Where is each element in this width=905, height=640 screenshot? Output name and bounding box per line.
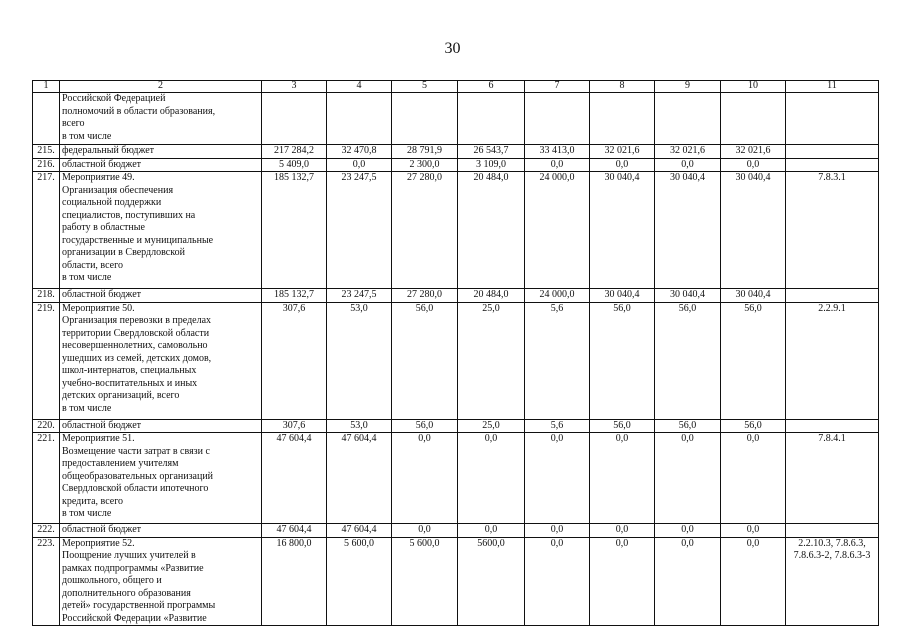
row-number <box>33 93 60 145</box>
target-code <box>786 93 879 145</box>
row-number: 222. <box>33 524 60 538</box>
budget-value: 47 604,4 <box>262 433 327 524</box>
budget-table <box>32 80 879 626</box>
budget-value: 53,0 <box>327 419 392 433</box>
column-header: 4 <box>327 81 392 93</box>
budget-value: 0,0 <box>655 433 721 524</box>
budget-value: 0,0 <box>721 537 786 626</box>
table-header-row <box>33 81 879 93</box>
row-description: Мероприятие 52. Поощрение лучших учителей в рамках подпрограммы «Развитие дошкольного, общего и дополнительного образования детей» государственной программы Российской Федерации «Развитие <box>60 537 262 626</box>
target-code <box>786 145 879 159</box>
budget-value: 5 600,0 <box>327 537 392 626</box>
budget-value: 53,0 <box>327 302 392 419</box>
budget-value: 24 000,0 <box>525 172 590 289</box>
budget-value: 33 413,0 <box>525 145 590 159</box>
column-header: 8 <box>590 81 655 93</box>
column-header: 11 <box>786 81 879 93</box>
budget-value: 0,0 <box>525 537 590 626</box>
budget-value: 56,0 <box>721 302 786 419</box>
budget-value: 0,0 <box>392 433 458 524</box>
row-number: 220. <box>33 419 60 433</box>
budget-value: 307,6 <box>262 419 327 433</box>
budget-value <box>327 93 392 145</box>
target-code <box>786 158 879 172</box>
row-number: 218. <box>33 289 60 303</box>
budget-value: 32 021,6 <box>590 145 655 159</box>
budget-value <box>262 93 327 145</box>
column-header: 7 <box>525 81 590 93</box>
budget-value: 0,0 <box>655 524 721 538</box>
budget-value: 32 470,8 <box>327 145 392 159</box>
budget-value: 0,0 <box>721 524 786 538</box>
budget-value <box>721 93 786 145</box>
row-description: областной бюджет <box>60 419 262 433</box>
target-code <box>786 524 879 538</box>
column-header: 2 <box>60 81 262 93</box>
column-header: 5 <box>392 81 458 93</box>
row-number: 216. <box>33 158 60 172</box>
budget-value: 217 284,2 <box>262 145 327 159</box>
row-number: 221. <box>33 433 60 524</box>
budget-value: 32 021,6 <box>655 145 721 159</box>
table-row <box>33 93 879 145</box>
budget-value: 2 300,0 <box>392 158 458 172</box>
budget-value <box>392 93 458 145</box>
row-number: 219. <box>33 302 60 419</box>
target-code: 2.2.10.3, 7.8.6.3, 7.8.6.3-2, 7.8.6.3-3 <box>786 537 879 626</box>
budget-value <box>458 93 525 145</box>
budget-value: 23 247,5 <box>327 289 392 303</box>
budget-value: 0,0 <box>590 433 655 524</box>
budget-value: 0,0 <box>655 537 721 626</box>
budget-value: 47 604,4 <box>327 524 392 538</box>
budget-value: 56,0 <box>392 419 458 433</box>
column-header: 6 <box>458 81 525 93</box>
target-code <box>786 419 879 433</box>
budget-value: 30 040,4 <box>655 172 721 289</box>
table-row <box>33 433 879 524</box>
budget-value: 23 247,5 <box>327 172 392 289</box>
budget-value: 47 604,4 <box>327 433 392 524</box>
budget-value: 56,0 <box>721 419 786 433</box>
budget-value: 56,0 <box>655 419 721 433</box>
budget-value: 0,0 <box>458 524 525 538</box>
row-description: областной бюджет <box>60 158 262 172</box>
row-number: 217. <box>33 172 60 289</box>
budget-value: 0,0 <box>721 158 786 172</box>
budget-value: 0,0 <box>590 537 655 626</box>
row-description: Мероприятие 51. Возмещение части затрат в связи с предоставлением учителям общеобразовательных организаций Свердловской области ипотечного кредита, всего в том числе <box>60 433 262 524</box>
budget-value: 0,0 <box>590 524 655 538</box>
page-number: 30 <box>444 40 461 57</box>
budget-value: 0,0 <box>721 433 786 524</box>
column-header: 10 <box>721 81 786 93</box>
budget-value: 56,0 <box>392 302 458 419</box>
row-description: областной бюджет <box>60 289 262 303</box>
budget-value: 26 543,7 <box>458 145 525 159</box>
budget-value: 47 604,4 <box>262 524 327 538</box>
budget-value <box>525 93 590 145</box>
row-description: Российской Федерацией полномочий в области образования, всего в том числе <box>60 93 262 145</box>
target-code: 2.2.9.1 <box>786 302 879 419</box>
budget-value: 20 484,0 <box>458 289 525 303</box>
table-row <box>33 302 879 419</box>
budget-value: 56,0 <box>655 302 721 419</box>
budget-value: 3 109,0 <box>458 158 525 172</box>
budget-value: 5600,0 <box>458 537 525 626</box>
budget-value: 185 132,7 <box>262 172 327 289</box>
table-row <box>33 289 879 303</box>
budget-value: 5,6 <box>525 419 590 433</box>
budget-value: 20 484,0 <box>458 172 525 289</box>
budget-value: 0,0 <box>392 524 458 538</box>
budget-value: 5,6 <box>525 302 590 419</box>
table-row <box>33 145 879 159</box>
budget-value: 56,0 <box>590 419 655 433</box>
row-description: Мероприятие 49. Организация обеспечения социальной поддержки специалистов, поступивших на работу в областные государственные и муниципальные организации в Свердловской области, всего в том числе <box>60 172 262 289</box>
budget-value <box>590 93 655 145</box>
column-header: 9 <box>655 81 721 93</box>
budget-value: 0,0 <box>525 524 590 538</box>
budget-value: 27 280,0 <box>392 172 458 289</box>
table-row <box>33 419 879 433</box>
budget-value: 30 040,4 <box>590 289 655 303</box>
budget-value: 5 409,0 <box>262 158 327 172</box>
budget-value: 0,0 <box>327 158 392 172</box>
column-header: 3 <box>262 81 327 93</box>
budget-value: 0,0 <box>458 433 525 524</box>
budget-value: 25,0 <box>458 302 525 419</box>
table-row <box>33 158 879 172</box>
row-number: 223. <box>33 537 60 626</box>
row-description: федеральный бюджет <box>60 145 262 159</box>
budget-value: 30 040,4 <box>721 172 786 289</box>
table-row <box>33 537 879 626</box>
budget-value: 30 040,4 <box>721 289 786 303</box>
budget-value: 5 600,0 <box>392 537 458 626</box>
row-description: областной бюджет <box>60 524 262 538</box>
budget-value: 0,0 <box>525 433 590 524</box>
budget-value: 25,0 <box>458 419 525 433</box>
table-row <box>33 172 879 289</box>
column-header: 1 <box>33 81 60 93</box>
budget-value: 30 040,4 <box>590 172 655 289</box>
row-description: Мероприятие 50. Организация перевозки в пределах территории Свердловской области несовершеннолетних, самовольно ушедших из семей, детских домов, школ-интернатов, специальных учебно-воспитательных и иных детских организаций, всего в том числе <box>60 302 262 419</box>
budget-value <box>655 93 721 145</box>
target-code: 7.8.3.1 <box>786 172 879 289</box>
target-code: 7.8.4.1 <box>786 433 879 524</box>
budget-value: 32 021,6 <box>721 145 786 159</box>
budget-value: 307,6 <box>262 302 327 419</box>
budget-value: 56,0 <box>590 302 655 419</box>
budget-value: 0,0 <box>590 158 655 172</box>
budget-value: 30 040,4 <box>655 289 721 303</box>
budget-value: 0,0 <box>655 158 721 172</box>
budget-value: 0,0 <box>525 158 590 172</box>
table-row <box>33 524 879 538</box>
budget-value: 24 000,0 <box>525 289 590 303</box>
budget-value: 28 791,9 <box>392 145 458 159</box>
budget-value: 185 132,7 <box>262 289 327 303</box>
target-code <box>786 289 879 303</box>
budget-value: 27 280,0 <box>392 289 458 303</box>
row-number: 215. <box>33 145 60 159</box>
budget-value: 16 800,0 <box>262 537 327 626</box>
